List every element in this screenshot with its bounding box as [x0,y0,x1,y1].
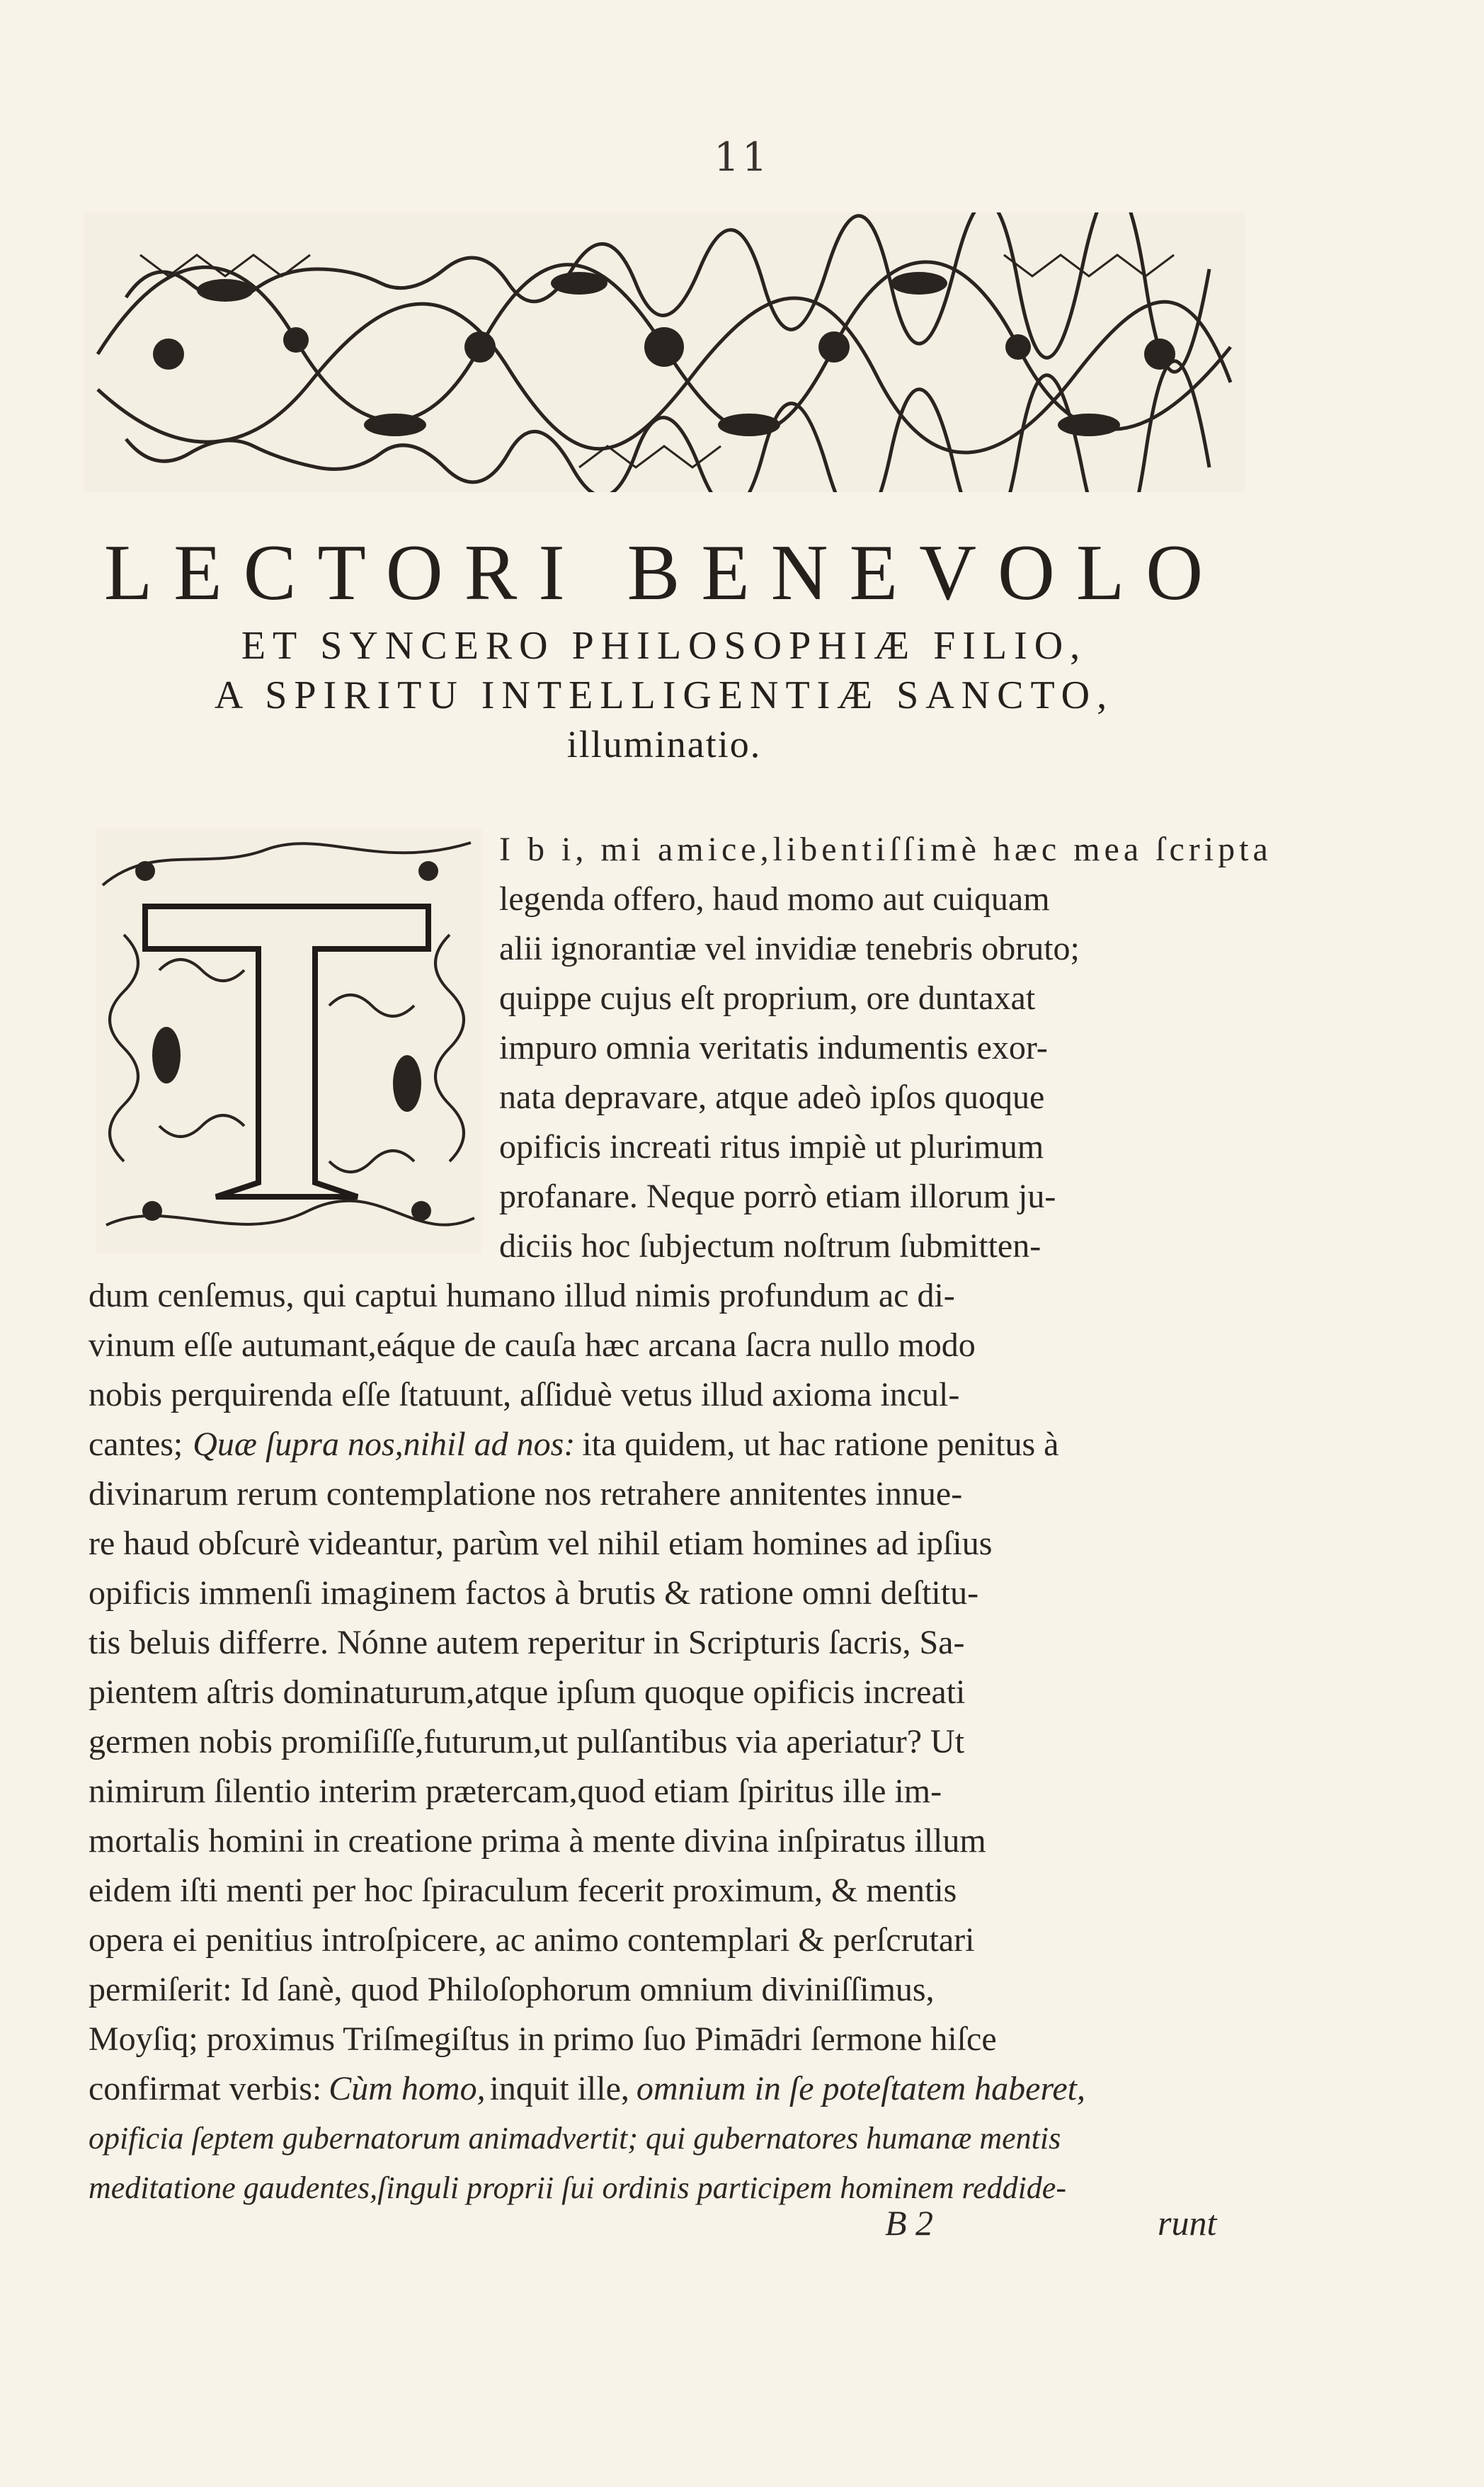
text-line: profanare. Neque porrò etiam illorum ju- [499,1178,1056,1215]
text-line: opificis increati ritus impiè ut plurimum [499,1128,1044,1166]
text-line: nobis perquirenda eſſe ſtatuunt, aſſiduè vetus illud axioma incul- [89,1376,960,1413]
text-line: pientem aſtris dominaturum,atque ipſum quoque opificis increati [89,1673,966,1711]
text-line: germen nobis promiſiſſe,futurum,ut pulſantibus via aperiatur? Ut [89,1723,965,1760]
text-line: permiſerit: Id ſanè, quod Philoſophorum omnium diviniſſimus, [89,1971,935,2008]
title-main: LECTORI BENEVOLO [103,529,1225,617]
text-line: re haud obſcurè videantur, parùm vel nihil etiam homines ad ipſius [89,1525,993,1562]
text-line: alii ignorantiæ vel invidiæ tenebris obruto; [499,930,1080,967]
text-line: eidem iſti menti per hoc ſpiraculum fecerit proximum, & mentis [89,1872,957,1909]
text-line: opificia ſeptem gubernatorum animadvertit; qui gubernatores humanæ mentis [89,2121,1061,2156]
text-line: opera ei penitius introſpicere, ac animo contemplari & perſcrutari [89,1921,975,1959]
text-line: impuro omnia veritatis indumentis exor- [499,1029,1048,1066]
text-line: quippe cujus eſt proprium, ore duntaxat [499,979,1036,1017]
text-line: nata depravare, atque adeò ipſos quoque [499,1079,1045,1116]
title-line-2: ET SYNCERO PHILOSOPHIÆ FILIO, [241,624,1088,668]
drop-cap-letter: T [273,1060,300,1107]
text-line: meditatione gaudentes,ſinguli proprii ſui ordinis participem hominem reddide- [89,2170,1066,2205]
text-line: nimirum ſilentio interim prætercam,quod etiam ſpiritus ille im- [89,1772,942,1810]
text-line: divinarum rerum contemplatione nos retrahere annitentes innue- [89,1475,963,1513]
text-line: dum cenſemus, qui captui humano illud nimis profundum ac di- [89,1277,955,1314]
text-line: I b i, mi amice,libentiſſimè hæc mea ſcripta [499,831,1272,868]
signature-mark: B 2 [885,2203,934,2243]
text-line: legenda offero, haud momo aut cuiquam [499,880,1050,918]
text-line: Moyſiq; proximus Triſmegiſtus in primo ſuo Pimādri ſermone hiſce [89,2020,997,2058]
title-line-3: A SPIRITU INTELLIGENTIÆ SANCTO, [214,673,1114,717]
text-line: diciis hoc ſubjectum noſtrum ſubmitten- [499,1227,1041,1265]
text-line: confirmat verbis: Cùm homo, inquit ille, omnium in ſe poteſtatem haberet, [89,2070,1086,2107]
text-line: cantes; Quæ ſupra nos,nihil ad nos: ita quidem, ut hac ratione penitus à [89,1425,1059,1463]
body-text [89,825,1272,2213]
catchword: runt [1158,2203,1217,2243]
ornamental-headpiece [84,212,1245,492]
text-line: tis beluis differre. Nónne autem reperitur in Scripturis ſacris, Sa- [89,1624,965,1661]
text-line: mortalis homini in creatione prima à mente divina inſpiratus illum [89,1822,986,1860]
text-line: opificis immenſi imaginem factos à brutis & ratione omni deſtitu- [89,1574,979,1612]
text-line: vinum eſſe autumant,eáque de cauſa hæc arcana ſacra nullo modo [89,1326,976,1364]
title-line-4: illuminatio. [566,723,762,766]
page-number: 11 [714,135,770,181]
